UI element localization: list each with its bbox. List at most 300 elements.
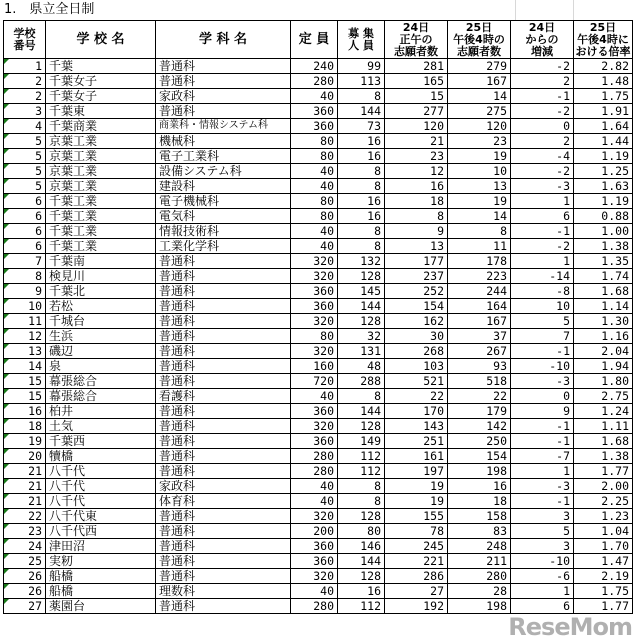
cell-applicants-24[interactable]: 22 bbox=[385, 389, 448, 404]
cell-applicants-25[interactable]: 16 bbox=[448, 479, 511, 494]
cell-capacity[interactable]: 280 bbox=[291, 599, 338, 614]
cell-change[interactable]: -3 bbox=[511, 179, 574, 194]
cell-department[interactable]: 理数科 bbox=[156, 584, 291, 599]
cell-change[interactable]: -2 bbox=[511, 59, 574, 74]
cell-school-number[interactable]: 26 bbox=[4, 569, 46, 584]
cell-school-number[interactable]: 5 bbox=[4, 134, 46, 149]
cell-ratio[interactable]: 1.16 bbox=[574, 329, 633, 344]
cell-change[interactable]: -1 bbox=[511, 434, 574, 449]
cell-change[interactable]: 9 bbox=[511, 404, 574, 419]
cell-department[interactable]: 普通科 bbox=[156, 599, 291, 614]
cell-department[interactable]: 普通科 bbox=[156, 404, 291, 419]
cell-applicants-25[interactable]: 158 bbox=[448, 509, 511, 524]
cell-recruitment[interactable]: 8 bbox=[338, 164, 385, 179]
cell-school-name[interactable]: 薬園台 bbox=[46, 599, 156, 614]
cell-applicants-25[interactable]: 518 bbox=[448, 374, 511, 389]
cell-department[interactable]: 普通科 bbox=[156, 269, 291, 284]
cell-ratio[interactable]: 1.91 bbox=[574, 104, 633, 119]
cell-department[interactable]: 普通科 bbox=[156, 344, 291, 359]
cell-ratio[interactable]: 1.38 bbox=[574, 239, 633, 254]
cell-recruitment[interactable]: 16 bbox=[338, 584, 385, 599]
cell-applicants-24[interactable]: 237 bbox=[385, 269, 448, 284]
cell-recruitment[interactable]: 8 bbox=[338, 389, 385, 404]
cell-school-number[interactable]: 5 bbox=[4, 179, 46, 194]
cell-ratio[interactable]: 1.00 bbox=[574, 224, 633, 239]
cell-school-name[interactable]: 千葉工業 bbox=[46, 239, 156, 254]
cell-change[interactable]: -10 bbox=[511, 554, 574, 569]
cell-applicants-25[interactable]: 11 bbox=[448, 239, 511, 254]
cell-department[interactable]: 家政科 bbox=[156, 89, 291, 104]
cell-applicants-24[interactable]: 245 bbox=[385, 539, 448, 554]
cell-capacity[interactable]: 40 bbox=[291, 389, 338, 404]
cell-department[interactable]: 普通科 bbox=[156, 254, 291, 269]
cell-school-number[interactable]: 6 bbox=[4, 224, 46, 239]
cell-capacity[interactable]: 360 bbox=[291, 404, 338, 419]
cell-change[interactable]: -1 bbox=[511, 419, 574, 434]
cell-recruitment[interactable]: 112 bbox=[338, 464, 385, 479]
cell-change[interactable]: 0 bbox=[511, 119, 574, 134]
cell-applicants-24[interactable]: 78 bbox=[385, 524, 448, 539]
cell-ratio[interactable]: 1.75 bbox=[574, 584, 633, 599]
cell-department[interactable]: 建設科 bbox=[156, 179, 291, 194]
cell-applicants-24[interactable]: 252 bbox=[385, 284, 448, 299]
cell-applicants-24[interactable]: 281 bbox=[385, 59, 448, 74]
cell-change[interactable]: 0 bbox=[511, 389, 574, 404]
cell-ratio[interactable]: 1.68 bbox=[574, 434, 633, 449]
cell-applicants-24[interactable]: 9 bbox=[385, 224, 448, 239]
cell-school-name[interactable]: 京葉工業 bbox=[46, 179, 156, 194]
cell-capacity[interactable]: 360 bbox=[291, 104, 338, 119]
cell-school-number[interactable]: 18 bbox=[4, 419, 46, 434]
cell-applicants-25[interactable]: 198 bbox=[448, 599, 511, 614]
cell-change[interactable]: -4 bbox=[511, 149, 574, 164]
cell-applicants-25[interactable]: 267 bbox=[448, 344, 511, 359]
cell-school-name[interactable]: 千城台 bbox=[46, 314, 156, 329]
cell-change[interactable]: 2 bbox=[511, 74, 574, 89]
cell-recruitment[interactable]: 16 bbox=[338, 209, 385, 224]
cell-recruitment[interactable]: 131 bbox=[338, 344, 385, 359]
cell-capacity[interactable]: 80 bbox=[291, 149, 338, 164]
cell-applicants-24[interactable]: 16 bbox=[385, 179, 448, 194]
cell-recruitment[interactable]: 73 bbox=[338, 119, 385, 134]
cell-applicants-24[interactable]: 30 bbox=[385, 329, 448, 344]
cell-applicants-24[interactable]: 221 bbox=[385, 554, 448, 569]
cell-school-name[interactable]: 千葉工業 bbox=[46, 194, 156, 209]
cell-department[interactable]: 普通科 bbox=[156, 554, 291, 569]
cell-applicants-25[interactable]: 198 bbox=[448, 464, 511, 479]
cell-department[interactable]: 普通科 bbox=[156, 524, 291, 539]
cell-recruitment[interactable]: 144 bbox=[338, 554, 385, 569]
cell-applicants-25[interactable]: 167 bbox=[448, 314, 511, 329]
cell-recruitment[interactable]: 145 bbox=[338, 284, 385, 299]
cell-capacity[interactable]: 360 bbox=[291, 554, 338, 569]
cell-applicants-24[interactable]: 161 bbox=[385, 449, 448, 464]
cell-applicants-24[interactable]: 18 bbox=[385, 194, 448, 209]
cell-school-number[interactable]: 11 bbox=[4, 314, 46, 329]
cell-school-number[interactable]: 27 bbox=[4, 599, 46, 614]
cell-ratio[interactable]: 1.77 bbox=[574, 599, 633, 614]
cell-change[interactable]: -2 bbox=[511, 239, 574, 254]
cell-department[interactable]: 機械科 bbox=[156, 134, 291, 149]
cell-change[interactable]: -10 bbox=[511, 359, 574, 374]
cell-ratio[interactable]: 1.70 bbox=[574, 539, 633, 554]
cell-applicants-25[interactable]: 167 bbox=[448, 74, 511, 89]
cell-capacity[interactable]: 280 bbox=[291, 74, 338, 89]
cell-applicants-24[interactable]: 21 bbox=[385, 134, 448, 149]
cell-applicants-24[interactable]: 19 bbox=[385, 494, 448, 509]
cell-school-number[interactable]: 1 bbox=[4, 59, 46, 74]
cell-school-number[interactable]: 5 bbox=[4, 164, 46, 179]
cell-applicants-25[interactable]: 279 bbox=[448, 59, 511, 74]
cell-recruitment[interactable]: 128 bbox=[338, 509, 385, 524]
cell-school-number[interactable]: 13 bbox=[4, 344, 46, 359]
cell-school-name[interactable]: 千葉工業 bbox=[46, 209, 156, 224]
cell-recruitment[interactable]: 16 bbox=[338, 134, 385, 149]
cell-school-number[interactable]: 15 bbox=[4, 374, 46, 389]
cell-school-number[interactable]: 21 bbox=[4, 479, 46, 494]
cell-capacity[interactable]: 280 bbox=[291, 449, 338, 464]
cell-ratio[interactable]: 0.88 bbox=[574, 209, 633, 224]
cell-change[interactable]: 5 bbox=[511, 524, 574, 539]
cell-capacity[interactable]: 80 bbox=[291, 194, 338, 209]
cell-recruitment[interactable]: 8 bbox=[338, 494, 385, 509]
cell-recruitment[interactable]: 128 bbox=[338, 569, 385, 584]
cell-school-number[interactable]: 22 bbox=[4, 509, 46, 524]
cell-school-number[interactable]: 6 bbox=[4, 209, 46, 224]
cell-applicants-25[interactable]: 10 bbox=[448, 164, 511, 179]
cell-applicants-25[interactable]: 179 bbox=[448, 404, 511, 419]
cell-school-name[interactable]: 京葉工業 bbox=[46, 149, 156, 164]
cell-school-name[interactable]: 若松 bbox=[46, 299, 156, 314]
cell-capacity[interactable]: 80 bbox=[291, 209, 338, 224]
cell-change[interactable]: -3 bbox=[511, 374, 574, 389]
cell-applicants-24[interactable]: 154 bbox=[385, 299, 448, 314]
cell-ratio[interactable]: 1.74 bbox=[574, 269, 633, 284]
cell-capacity[interactable]: 240 bbox=[291, 59, 338, 74]
cell-department[interactable]: 普通科 bbox=[156, 299, 291, 314]
cell-change[interactable]: 2 bbox=[511, 134, 574, 149]
cell-school-name[interactable]: 土気 bbox=[46, 419, 156, 434]
cell-ratio[interactable]: 2.82 bbox=[574, 59, 633, 74]
cell-applicants-25[interactable]: 280 bbox=[448, 569, 511, 584]
cell-school-number[interactable]: 21 bbox=[4, 494, 46, 509]
cell-school-name[interactable]: 千葉女子 bbox=[46, 74, 156, 89]
cell-recruitment[interactable]: 128 bbox=[338, 269, 385, 284]
cell-recruitment[interactable]: 16 bbox=[338, 194, 385, 209]
cell-capacity[interactable]: 320 bbox=[291, 269, 338, 284]
cell-ratio[interactable]: 1.68 bbox=[574, 284, 633, 299]
cell-department[interactable]: 普通科 bbox=[156, 59, 291, 74]
cell-applicants-25[interactable]: 19 bbox=[448, 194, 511, 209]
cell-applicants-25[interactable]: 14 bbox=[448, 209, 511, 224]
cell-applicants-24[interactable]: 268 bbox=[385, 344, 448, 359]
cell-school-name[interactable]: 八千代東 bbox=[46, 509, 156, 524]
cell-department[interactable]: 電気科 bbox=[156, 209, 291, 224]
cell-ratio[interactable]: 1.24 bbox=[574, 404, 633, 419]
cell-recruitment[interactable]: 144 bbox=[338, 404, 385, 419]
cell-applicants-25[interactable]: 93 bbox=[448, 359, 511, 374]
cell-department[interactable]: 電子工業科 bbox=[156, 149, 291, 164]
cell-department[interactable]: 家政科 bbox=[156, 479, 291, 494]
cell-capacity[interactable]: 160 bbox=[291, 359, 338, 374]
cell-ratio[interactable]: 2.00 bbox=[574, 479, 633, 494]
cell-department[interactable]: 普通科 bbox=[156, 434, 291, 449]
cell-department[interactable]: 普通科 bbox=[156, 359, 291, 374]
cell-school-name[interactable]: 千葉東 bbox=[46, 104, 156, 119]
cell-recruitment[interactable]: 288 bbox=[338, 374, 385, 389]
cell-change[interactable]: 10 bbox=[511, 299, 574, 314]
cell-applicants-24[interactable]: 27 bbox=[385, 584, 448, 599]
cell-ratio[interactable]: 1.75 bbox=[574, 89, 633, 104]
cell-recruitment[interactable]: 144 bbox=[338, 104, 385, 119]
cell-applicants-24[interactable]: 162 bbox=[385, 314, 448, 329]
cell-capacity[interactable]: 40 bbox=[291, 179, 338, 194]
cell-ratio[interactable]: 1.63 bbox=[574, 179, 633, 194]
cell-recruitment[interactable]: 16 bbox=[338, 149, 385, 164]
cell-school-number[interactable]: 12 bbox=[4, 329, 46, 344]
cell-department[interactable]: 体育科 bbox=[156, 494, 291, 509]
cell-school-name[interactable]: 船橋 bbox=[46, 569, 156, 584]
cell-school-name[interactable]: 磯辺 bbox=[46, 344, 156, 359]
cell-department[interactable]: 普通科 bbox=[156, 284, 291, 299]
cell-school-number[interactable]: 24 bbox=[4, 539, 46, 554]
cell-recruitment[interactable]: 144 bbox=[338, 299, 385, 314]
cell-applicants-24[interactable]: 13 bbox=[385, 239, 448, 254]
cell-school-name[interactable]: 八千代 bbox=[46, 479, 156, 494]
cell-capacity[interactable]: 320 bbox=[291, 509, 338, 524]
cell-applicants-24[interactable]: 251 bbox=[385, 434, 448, 449]
cell-ratio[interactable]: 1.25 bbox=[574, 164, 633, 179]
cell-applicants-24[interactable]: 170 bbox=[385, 404, 448, 419]
cell-ratio[interactable]: 1.44 bbox=[574, 134, 633, 149]
cell-applicants-24[interactable]: 143 bbox=[385, 419, 448, 434]
cell-department[interactable]: 普通科 bbox=[156, 374, 291, 389]
cell-school-number[interactable]: 23 bbox=[4, 524, 46, 539]
cell-school-number[interactable]: 19 bbox=[4, 434, 46, 449]
cell-applicants-25[interactable]: 275 bbox=[448, 104, 511, 119]
cell-school-name[interactable]: 千葉北 bbox=[46, 284, 156, 299]
cell-applicants-24[interactable]: 19 bbox=[385, 479, 448, 494]
cell-applicants-25[interactable]: 120 bbox=[448, 119, 511, 134]
cell-change[interactable]: 1 bbox=[511, 464, 574, 479]
cell-change[interactable]: 6 bbox=[511, 209, 574, 224]
cell-capacity[interactable]: 320 bbox=[291, 419, 338, 434]
cell-applicants-24[interactable]: 197 bbox=[385, 464, 448, 479]
cell-capacity[interactable]: 200 bbox=[291, 524, 338, 539]
cell-applicants-25[interactable]: 248 bbox=[448, 539, 511, 554]
cell-recruitment[interactable]: 48 bbox=[338, 359, 385, 374]
cell-ratio[interactable]: 1.64 bbox=[574, 119, 633, 134]
cell-school-number[interactable]: 3 bbox=[4, 104, 46, 119]
cell-school-name[interactable]: 京葉工業 bbox=[46, 164, 156, 179]
cell-change[interactable]: -1 bbox=[511, 494, 574, 509]
cell-school-number[interactable]: 8 bbox=[4, 269, 46, 284]
cell-ratio[interactable]: 1.30 bbox=[574, 314, 633, 329]
cell-recruitment[interactable]: 128 bbox=[338, 314, 385, 329]
cell-department[interactable]: 工業化学科 bbox=[156, 239, 291, 254]
cell-applicants-24[interactable]: 177 bbox=[385, 254, 448, 269]
cell-applicants-24[interactable]: 23 bbox=[385, 149, 448, 164]
cell-capacity[interactable]: 320 bbox=[291, 344, 338, 359]
cell-school-number[interactable]: 16 bbox=[4, 404, 46, 419]
cell-ratio[interactable]: 1.11 bbox=[574, 419, 633, 434]
cell-school-name[interactable]: 犢橋 bbox=[46, 449, 156, 464]
cell-department[interactable]: 普通科 bbox=[156, 74, 291, 89]
cell-capacity[interactable]: 720 bbox=[291, 374, 338, 389]
cell-ratio[interactable]: 1.38 bbox=[574, 449, 633, 464]
cell-change[interactable]: -6 bbox=[511, 569, 574, 584]
cell-school-name[interactable]: 京葉工業 bbox=[46, 134, 156, 149]
cell-applicants-24[interactable]: 165 bbox=[385, 74, 448, 89]
cell-ratio[interactable]: 2.19 bbox=[574, 569, 633, 584]
cell-capacity[interactable]: 360 bbox=[291, 299, 338, 314]
cell-school-name[interactable]: 実籾 bbox=[46, 554, 156, 569]
cell-school-number[interactable]: 15 bbox=[4, 389, 46, 404]
cell-school-name[interactable]: 幕張総合 bbox=[46, 374, 156, 389]
cell-applicants-25[interactable]: 22 bbox=[448, 389, 511, 404]
cell-capacity[interactable]: 320 bbox=[291, 314, 338, 329]
cell-school-name[interactable]: 八千代西 bbox=[46, 524, 156, 539]
cell-department[interactable]: 普通科 bbox=[156, 464, 291, 479]
cell-capacity[interactable]: 360 bbox=[291, 434, 338, 449]
cell-recruitment[interactable]: 112 bbox=[338, 449, 385, 464]
cell-ratio[interactable]: 1.35 bbox=[574, 254, 633, 269]
cell-capacity[interactable]: 80 bbox=[291, 329, 338, 344]
cell-department[interactable]: 普通科 bbox=[156, 419, 291, 434]
cell-applicants-25[interactable]: 28 bbox=[448, 584, 511, 599]
cell-applicants-25[interactable]: 23 bbox=[448, 134, 511, 149]
cell-school-number[interactable]: 7 bbox=[4, 254, 46, 269]
cell-capacity[interactable]: 360 bbox=[291, 119, 338, 134]
cell-recruitment[interactable]: 149 bbox=[338, 434, 385, 449]
cell-school-name[interactable]: 検見川 bbox=[46, 269, 156, 284]
cell-recruitment[interactable]: 8 bbox=[338, 479, 385, 494]
cell-ratio[interactable]: 1.47 bbox=[574, 554, 633, 569]
cell-applicants-24[interactable]: 521 bbox=[385, 374, 448, 389]
cell-school-number[interactable]: 26 bbox=[4, 584, 46, 599]
cell-ratio[interactable]: 2.04 bbox=[574, 344, 633, 359]
cell-applicants-25[interactable]: 14 bbox=[448, 89, 511, 104]
cell-applicants-25[interactable]: 178 bbox=[448, 254, 511, 269]
cell-applicants-25[interactable]: 250 bbox=[448, 434, 511, 449]
cell-school-number[interactable]: 5 bbox=[4, 149, 46, 164]
cell-school-number[interactable]: 21 bbox=[4, 464, 46, 479]
cell-change[interactable]: 1 bbox=[511, 194, 574, 209]
cell-school-name[interactable]: 泉 bbox=[46, 359, 156, 374]
cell-capacity[interactable]: 40 bbox=[291, 494, 338, 509]
cell-change[interactable]: -3 bbox=[511, 479, 574, 494]
cell-department[interactable]: 看護科 bbox=[156, 389, 291, 404]
cell-applicants-24[interactable]: 103 bbox=[385, 359, 448, 374]
cell-school-name[interactable]: 千葉商業 bbox=[46, 119, 156, 134]
cell-recruitment[interactable]: 132 bbox=[338, 254, 385, 269]
cell-school-number[interactable]: 10 bbox=[4, 299, 46, 314]
cell-department[interactable]: 普通科 bbox=[156, 509, 291, 524]
cell-applicants-25[interactable]: 8 bbox=[448, 224, 511, 239]
cell-applicants-24[interactable]: 8 bbox=[385, 209, 448, 224]
cell-recruitment[interactable]: 32 bbox=[338, 329, 385, 344]
cell-recruitment[interactable]: 112 bbox=[338, 599, 385, 614]
cell-applicants-24[interactable]: 286 bbox=[385, 569, 448, 584]
cell-school-number[interactable]: 2 bbox=[4, 89, 46, 104]
cell-school-number[interactable]: 6 bbox=[4, 194, 46, 209]
cell-department[interactable]: 普通科 bbox=[156, 569, 291, 584]
cell-school-name[interactable]: 千葉南 bbox=[46, 254, 156, 269]
cell-applicants-24[interactable]: 192 bbox=[385, 599, 448, 614]
cell-recruitment[interactable]: 8 bbox=[338, 89, 385, 104]
cell-school-number[interactable]: 6 bbox=[4, 239, 46, 254]
cell-school-name[interactable]: 千葉西 bbox=[46, 434, 156, 449]
cell-capacity[interactable]: 280 bbox=[291, 464, 338, 479]
cell-department[interactable]: 普通科 bbox=[156, 104, 291, 119]
cell-applicants-25[interactable]: 19 bbox=[448, 149, 511, 164]
cell-school-number[interactable]: 14 bbox=[4, 359, 46, 374]
cell-change[interactable]: 1 bbox=[511, 584, 574, 599]
cell-department[interactable]: 普通科 bbox=[156, 329, 291, 344]
cell-change[interactable]: 3 bbox=[511, 509, 574, 524]
cell-school-number[interactable]: 25 bbox=[4, 554, 46, 569]
cell-department[interactable]: 商業科・情報システム科 bbox=[156, 119, 291, 134]
cell-school-number[interactable]: 9 bbox=[4, 284, 46, 299]
cell-school-name[interactable]: 津田沼 bbox=[46, 539, 156, 554]
cell-recruitment[interactable]: 80 bbox=[338, 524, 385, 539]
cell-department[interactable]: 情報技術科 bbox=[156, 224, 291, 239]
cell-change[interactable]: -14 bbox=[511, 269, 574, 284]
cell-recruitment[interactable]: 8 bbox=[338, 239, 385, 254]
cell-change[interactable]: 7 bbox=[511, 329, 574, 344]
cell-applicants-25[interactable]: 142 bbox=[448, 419, 511, 434]
cell-capacity[interactable]: 40 bbox=[291, 164, 338, 179]
cell-ratio[interactable]: 2.75 bbox=[574, 389, 633, 404]
cell-change[interactable]: -8 bbox=[511, 284, 574, 299]
cell-change[interactable]: -1 bbox=[511, 89, 574, 104]
cell-applicants-24[interactable]: 277 bbox=[385, 104, 448, 119]
cell-capacity[interactable]: 40 bbox=[291, 584, 338, 599]
cell-change[interactable]: 5 bbox=[511, 314, 574, 329]
cell-school-name[interactable]: 千葉女子 bbox=[46, 89, 156, 104]
cell-applicants-25[interactable]: 164 bbox=[448, 299, 511, 314]
cell-department[interactable]: 普通科 bbox=[156, 449, 291, 464]
cell-capacity[interactable]: 360 bbox=[291, 284, 338, 299]
cell-change[interactable]: -2 bbox=[511, 104, 574, 119]
cell-capacity[interactable]: 80 bbox=[291, 134, 338, 149]
cell-applicants-25[interactable]: 223 bbox=[448, 269, 511, 284]
cell-ratio[interactable]: 1.80 bbox=[574, 374, 633, 389]
cell-applicants-24[interactable]: 12 bbox=[385, 164, 448, 179]
cell-recruitment[interactable]: 146 bbox=[338, 539, 385, 554]
cell-ratio[interactable]: 1.04 bbox=[574, 524, 633, 539]
cell-capacity[interactable]: 40 bbox=[291, 89, 338, 104]
cell-applicants-24[interactable]: 120 bbox=[385, 119, 448, 134]
cell-applicants-24[interactable]: 15 bbox=[385, 89, 448, 104]
cell-capacity[interactable]: 360 bbox=[291, 539, 338, 554]
cell-department[interactable]: 普通科 bbox=[156, 539, 291, 554]
cell-recruitment[interactable]: 99 bbox=[338, 59, 385, 74]
cell-change[interactable]: -1 bbox=[511, 224, 574, 239]
cell-change[interactable]: -1 bbox=[511, 344, 574, 359]
cell-applicants-25[interactable]: 211 bbox=[448, 554, 511, 569]
cell-change[interactable]: -2 bbox=[511, 164, 574, 179]
cell-applicants-25[interactable]: 244 bbox=[448, 284, 511, 299]
cell-school-number[interactable]: 20 bbox=[4, 449, 46, 464]
cell-ratio[interactable]: 1.19 bbox=[574, 149, 633, 164]
cell-capacity[interactable]: 40 bbox=[291, 479, 338, 494]
cell-change[interactable]: -7 bbox=[511, 449, 574, 464]
cell-applicants-25[interactable]: 13 bbox=[448, 179, 511, 194]
cell-school-name[interactable]: 幕張総合 bbox=[46, 389, 156, 404]
cell-school-name[interactable]: 八千代 bbox=[46, 464, 156, 479]
cell-applicants-24[interactable]: 155 bbox=[385, 509, 448, 524]
